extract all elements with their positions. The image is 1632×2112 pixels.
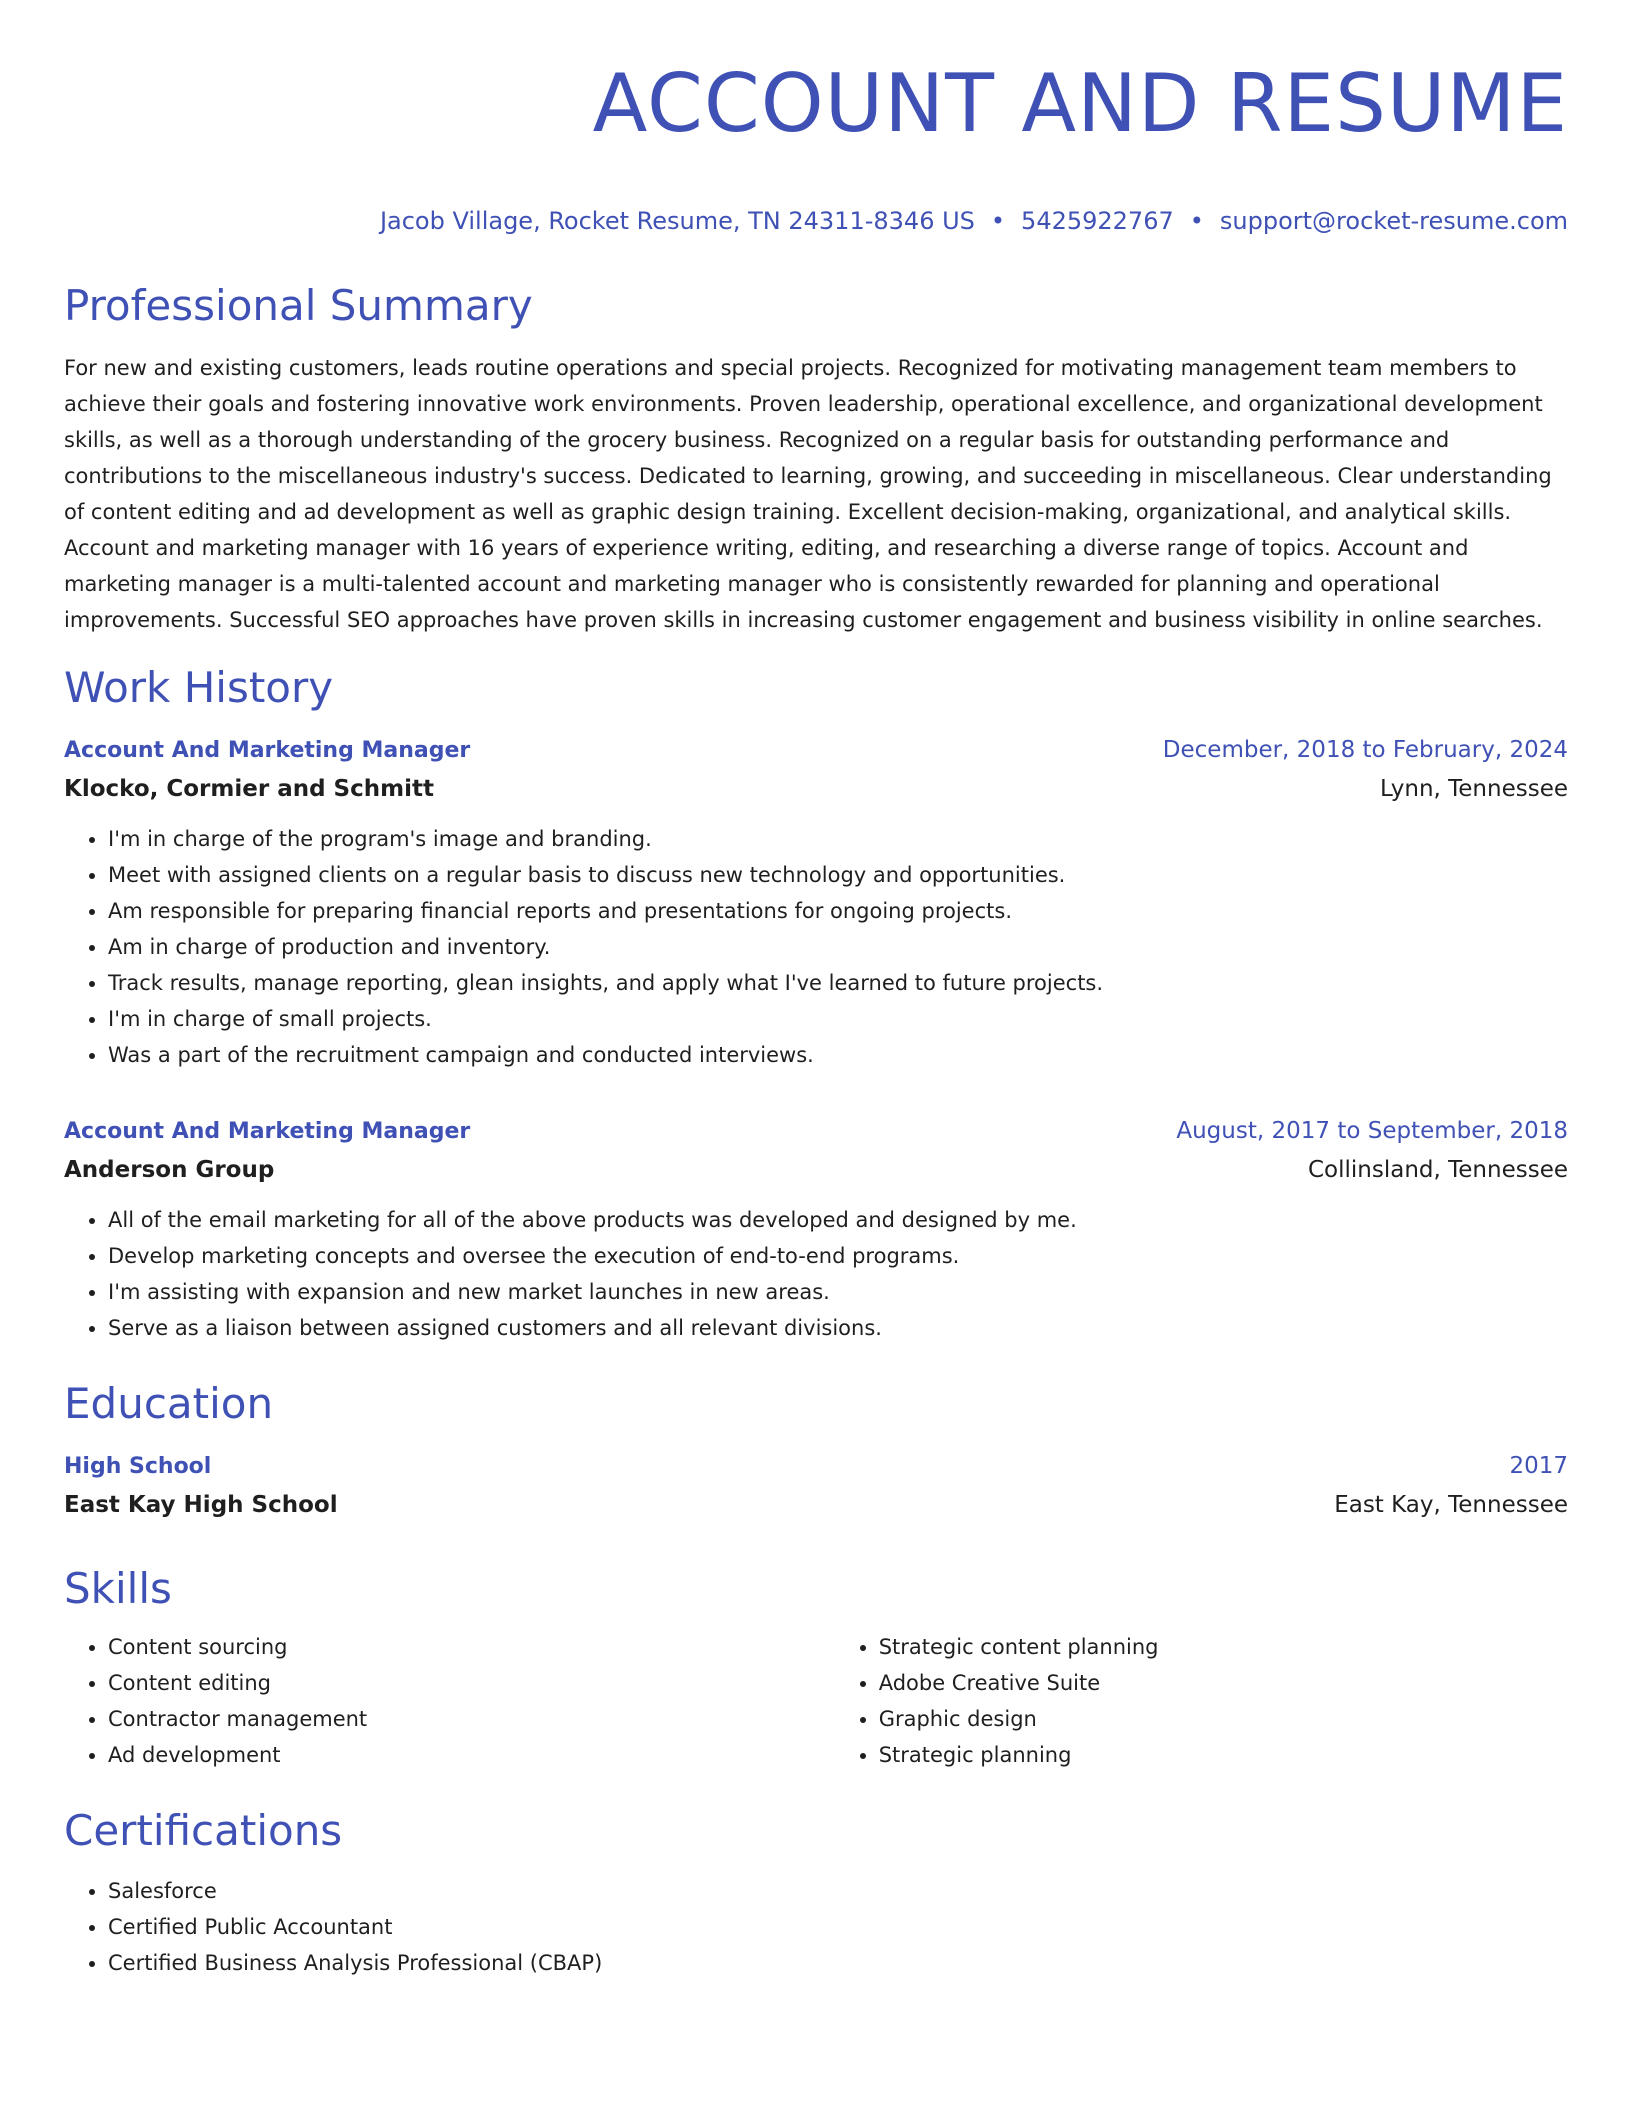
education-location: East Kay, Tennessee: [1334, 1492, 1568, 1518]
job-location: Lynn, Tennessee: [1380, 776, 1568, 802]
list-item: • Certified Business Analysis Professional (CBAP): [108, 1945, 1568, 1981]
list-item: • Serve as a liaison between assigned customers and all relevant divisions.: [108, 1310, 1568, 1346]
list-item: • Certified Public Accountant: [108, 1909, 1568, 1945]
job-role: Account And Marketing Manager: [64, 1119, 471, 1144]
list-item: • Content editing: [108, 1665, 835, 1701]
list-item: • I'm assisting with expansion and new market launches in new areas.: [108, 1274, 1568, 1310]
skills-list-right: [835, 1629, 1568, 1773]
list-item: • Ad development: [108, 1737, 835, 1773]
education-entry: [64, 1450, 1568, 1523]
job-bullets: [64, 1202, 1568, 1346]
separator-dot: •: [990, 207, 1006, 235]
list-item: • Salesforce: [108, 1873, 1568, 1909]
list-item: • Am responsible for preparing financial reports and presentations for ongoing projects.: [108, 893, 1568, 929]
job-company: Klocko, Cormier and Schmitt: [64, 776, 434, 802]
education-year: 2017: [1509, 1453, 1568, 1479]
list-item: • Strategic planning: [879, 1737, 1568, 1773]
phone: 5425922767: [1021, 207, 1174, 235]
list-item: • I'm in charge of the program's image and branding.: [108, 821, 1568, 857]
contact-line: [64, 206, 1568, 236]
skills-list-left: [64, 1629, 835, 1773]
list-item: • Meet with assigned clients on a regular basis to discuss new technology and opportunities.: [108, 857, 1568, 893]
job-location: Collinsland, Tennessee: [1307, 1157, 1568, 1183]
separator-dot: •: [1189, 207, 1204, 235]
section-heading-certifications: Certifications: [64, 1806, 343, 1855]
address: Jacob Village, Rocket Resume, TN 24311-8346 US: [379, 207, 975, 235]
skills-columns: [64, 1629, 1568, 1773]
job-dates: August, 2017 to September, 2018: [1176, 1118, 1568, 1144]
list-item: • All of the email marketing for all of the above products was developed and designed by me.: [108, 1202, 1568, 1238]
summary-text: For new and existing customers, leads routine operations and special projects. Recognized for motivating management team members to achieve their goals and fostering innovative work environments. Proven leadership, operational excellence, and organizational development skills, as well as a thorough understanding of the grocery business. Recognized on a regular basis for outstanding performance and contributions to the miscellaneous industry's success. Dedicated to learning, growing, and succeeding in miscellaneous. Clear understanding of content editing and ad development as well as graphic design training. Excellent decision-making, organizational, and analytical skills. Account and marketing manager with 16 years of experience writing, editing, and researching a diverse range of topics. Account and marketing manager is a multi-talented account and marketing manager who is consistently rewarded for planning and operational improvements. Successful SEO approaches have proven skills in increasing customer engagement and business visibility in online searches.: [64, 356, 1552, 632]
list-item: • Contractor management: [108, 1701, 835, 1737]
list-item: • I'm in charge of small projects.: [108, 1001, 1568, 1037]
certifications-list: [64, 1873, 1568, 1981]
section-heading-skills: Skills: [64, 1564, 172, 1613]
section-heading-work-history: Work History: [64, 663, 334, 712]
list-item: • Am in charge of production and inventory.: [108, 929, 1568, 965]
section-heading-education: Education: [64, 1379, 274, 1428]
job-dates: December, 2018 to February, 2024: [1162, 737, 1568, 763]
list-item: • Content sourcing: [108, 1629, 835, 1665]
section-heading-summary: Professional Summary: [64, 281, 533, 330]
job-entry: [64, 1115, 1568, 1346]
education-school: East Kay High School: [64, 1492, 338, 1518]
email-link[interactable]: support@rocket-resume.com: [1219, 207, 1568, 235]
job-company: Anderson Group: [64, 1157, 275, 1183]
job-entry: [64, 734, 1568, 1073]
list-item: • Was a part of the recruitment campaign and conducted interviews.: [108, 1037, 1568, 1073]
job-role: Account And Marketing Manager: [64, 738, 471, 763]
education-degree: High School: [64, 1454, 212, 1479]
list-item: • Track results, manage reporting, glean insights, and apply what I've learned to future projects.: [108, 965, 1568, 1001]
resume-title: ACCOUNT AND RESUME: [592, 57, 1568, 150]
list-item: • Develop marketing concepts and oversee the execution of end-to-end programs.: [108, 1238, 1568, 1274]
list-item: • Graphic design: [879, 1701, 1568, 1737]
list-item: • Adobe Creative Suite: [879, 1665, 1568, 1701]
list-item: • Strategic content planning: [879, 1629, 1568, 1665]
job-bullets: [64, 821, 1568, 1073]
